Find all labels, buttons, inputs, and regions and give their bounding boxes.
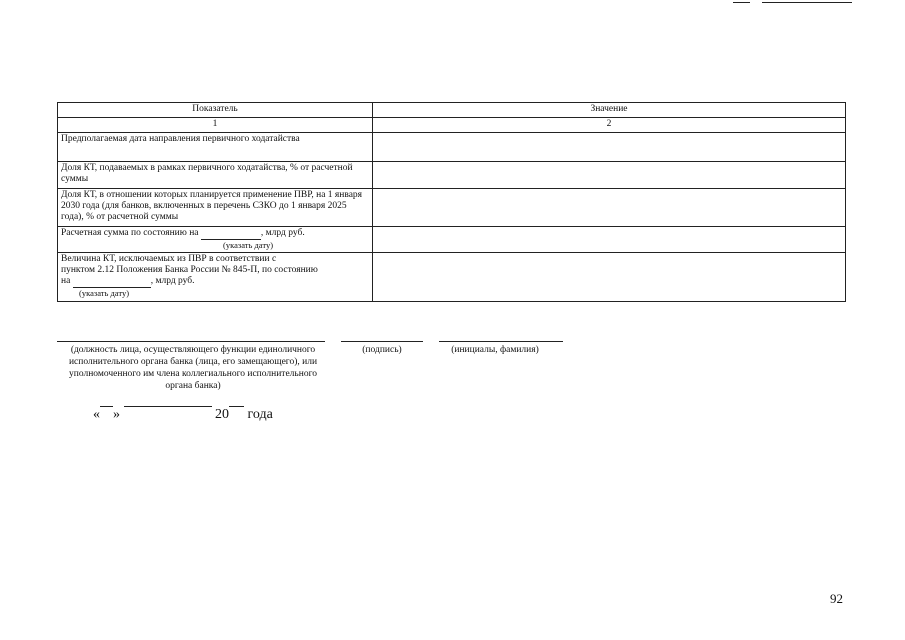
indicator-table	[57, 102, 846, 302]
year-suffix: года	[247, 407, 273, 422]
row-label	[58, 227, 373, 253]
row-label-unit: , млрд руб.	[150, 276, 195, 286]
table-row	[58, 162, 846, 189]
position-signature-line[interactable]	[57, 341, 325, 342]
table-header-row	[58, 103, 846, 118]
column-number-1: 1	[58, 118, 373, 133]
table-row	[58, 189, 846, 227]
signature-line[interactable]	[341, 341, 423, 342]
month-blank[interactable]	[124, 406, 212, 407]
table-row	[58, 253, 846, 302]
row-label-line: Величина КТ, исключаемых из ПВР в соответствии с	[61, 254, 277, 264]
row-value-cell[interactable]	[373, 253, 846, 302]
row-label-unit: , млрд руб.	[260, 228, 305, 238]
column-number-row	[58, 118, 846, 133]
row-label: Доля КТ, подаваемых в рамках первичного ходатайства, % от расчетной суммы	[58, 162, 373, 189]
date-hint: (указать дату)	[79, 288, 130, 298]
top-rule-left	[733, 2, 750, 3]
date-close-quote: »	[113, 407, 120, 422]
header-indicator: Показатель	[58, 103, 373, 118]
row-label	[58, 253, 373, 302]
column-number-2: 2	[373, 118, 846, 133]
row-label: Доля КТ, в отношении которых планируется применение ПВР, на 1 января 2030 года (для банков, включенных в перечень СЗКО до 1 января 2025 года), % от расчетной суммы	[58, 189, 373, 227]
date-open-quote: «	[93, 407, 100, 422]
table-row	[58, 133, 846, 162]
signature-caption: (подпись)	[362, 345, 402, 355]
page-number: 92	[830, 591, 843, 606]
row-value-cell[interactable]	[373, 133, 846, 162]
row-value-cell[interactable]	[373, 162, 846, 189]
top-rule-right	[762, 2, 852, 3]
row-value-cell[interactable]	[373, 227, 846, 253]
date-blank[interactable]	[73, 276, 151, 288]
header-value: Значение	[373, 103, 846, 118]
date-blank[interactable]	[201, 228, 261, 240]
table-row	[58, 227, 846, 253]
name-signature-line[interactable]	[439, 341, 563, 342]
date-hint: (указать дату)	[223, 240, 274, 250]
row-label-text: на	[61, 276, 71, 286]
position-caption: (должность лица, осуществляющего функции единоличного исполнительного органа банка (лица, его замещающего), или уполномоченного им члена коллегиального исполнительного органа банка)	[68, 345, 318, 391]
day-blank[interactable]	[100, 406, 113, 407]
year-prefix: 20	[215, 407, 229, 422]
name-caption: (инициалы, фамилия)	[451, 345, 539, 355]
row-label-line: пунктом 2.12 Положения Банка России № 845-П, по состоянию	[61, 265, 318, 275]
date-line	[93, 406, 273, 424]
year-blank[interactable]	[229, 406, 244, 407]
row-label: Предполагаемая дата направления первичного ходатайства	[58, 133, 373, 162]
row-value-cell[interactable]	[373, 189, 846, 227]
row-label-text: Расчетная сумма по состоянию на	[61, 228, 199, 238]
